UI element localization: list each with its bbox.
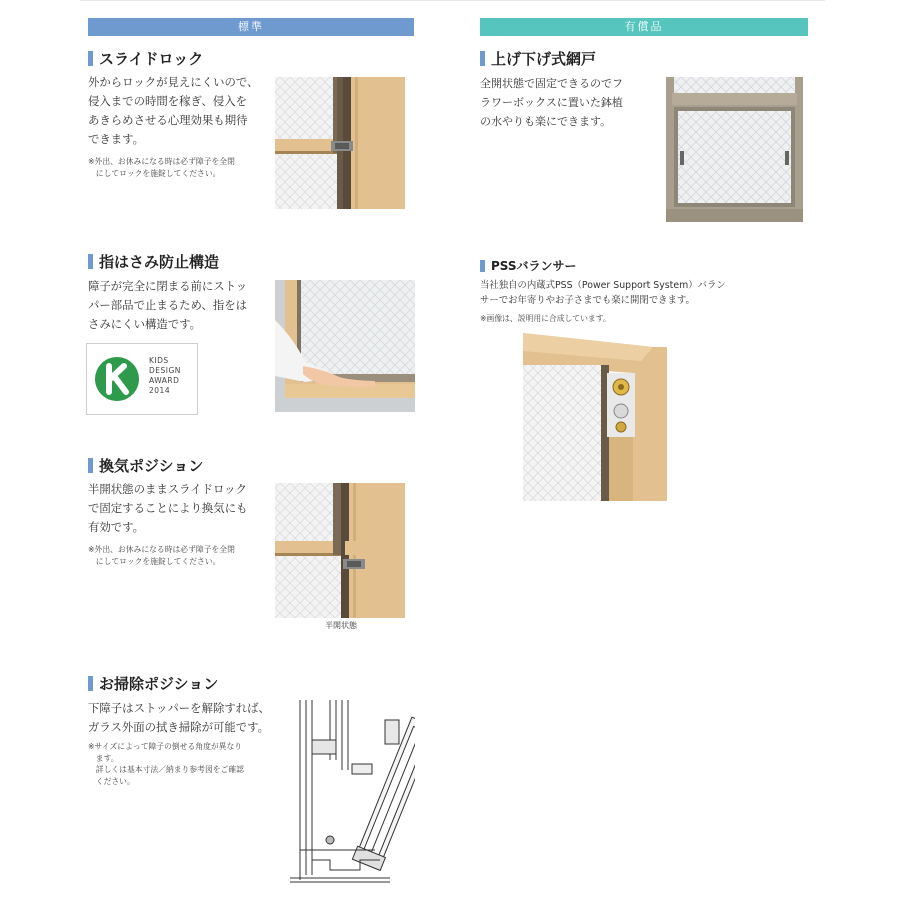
screen-title: 上げ下げ式網戸 (491, 50, 597, 68)
pss-title: PSSバランサー (491, 259, 577, 273)
pss-heading (480, 257, 577, 274)
heading-marker (88, 254, 93, 269)
finger-guard-photo (275, 280, 415, 412)
cleaning-title: お掃除ポジション (99, 675, 219, 693)
slide-lock-body: 外からロックが見えにくいので、 侵入までの時間を稼ぎ、侵入を あきらめさせる心理効果も期待 できます。 (88, 75, 259, 146)
optional-band: 有償品 (480, 18, 808, 36)
top-divider (80, 0, 825, 1)
ventilation-heading (88, 455, 203, 476)
finger-guard-title: 指はさみ防止構造 (99, 253, 220, 271)
slide-lock-heading (88, 48, 203, 69)
heading-marker (480, 51, 485, 66)
kids-design-award-logo (86, 343, 198, 415)
ventilation-note: ※外出、お休みになる時は必ず障子を全閉 にしてロックを施錠してください。 (88, 545, 235, 566)
kids-award-k-icon (93, 355, 141, 403)
ventilation-photo (275, 483, 405, 618)
pss-body: 当社独自の内蔵式PSS（Power Support System）バラン サーでお年寄りやお子さまでも楽に開閉できます。 (480, 280, 726, 306)
cleaning-diagram (290, 700, 415, 885)
finger-guard-body: 障子が完全に閉まる前にストッ パー部品で止まるため、指をは さみにくい構造です。 (88, 279, 248, 331)
screen-body: 全開状態で固定できるのでフ ラワーボックスに置いた鉢植 の水やりも楽にできます。 (480, 77, 623, 128)
heading-marker (480, 260, 485, 272)
ventilation-caption: 半開状態 (325, 621, 357, 630)
slide-lock-title: スライドロック (99, 50, 204, 68)
screen-photo (666, 77, 803, 222)
heading-marker (88, 458, 93, 473)
pss-photo (523, 333, 667, 501)
kids-award-line: 2014 (149, 386, 171, 395)
standard-band: 標準 (88, 18, 414, 36)
pss-note: ※画像は、説明用に合成しています。 (480, 314, 611, 323)
kids-award-text (149, 356, 181, 396)
kids-award-line: KIDS (149, 356, 169, 365)
kids-award-line: AWARD (149, 376, 180, 385)
cleaning-body: 下障子はストッパーを解除すれば、 ガラス外面の拭き掃除が可能です。 (88, 701, 270, 734)
kids-award-line: DESIGN (149, 366, 181, 375)
heading-marker (88, 51, 93, 66)
slide-lock-note: ※外出、お休みになる時は必ず障子を全閉 にしてロックを施錠してください。 (88, 157, 235, 178)
finger-guard-heading (88, 251, 219, 272)
cleaning-heading (88, 673, 218, 694)
slide-lock-photo (275, 77, 405, 209)
screen-heading (480, 48, 596, 69)
cleaning-note: ※サイズによって障子の倒せる角度が異なり ます。 詳しくは基本寸法／納まり参考図をご確認 ください。 (88, 742, 244, 786)
ventilation-title: 換気ポジション (99, 457, 204, 475)
ventilation-body: 半開状態のままスライドロック で固定することにより換気にも 有効です。 (88, 482, 248, 534)
heading-marker (88, 676, 93, 691)
